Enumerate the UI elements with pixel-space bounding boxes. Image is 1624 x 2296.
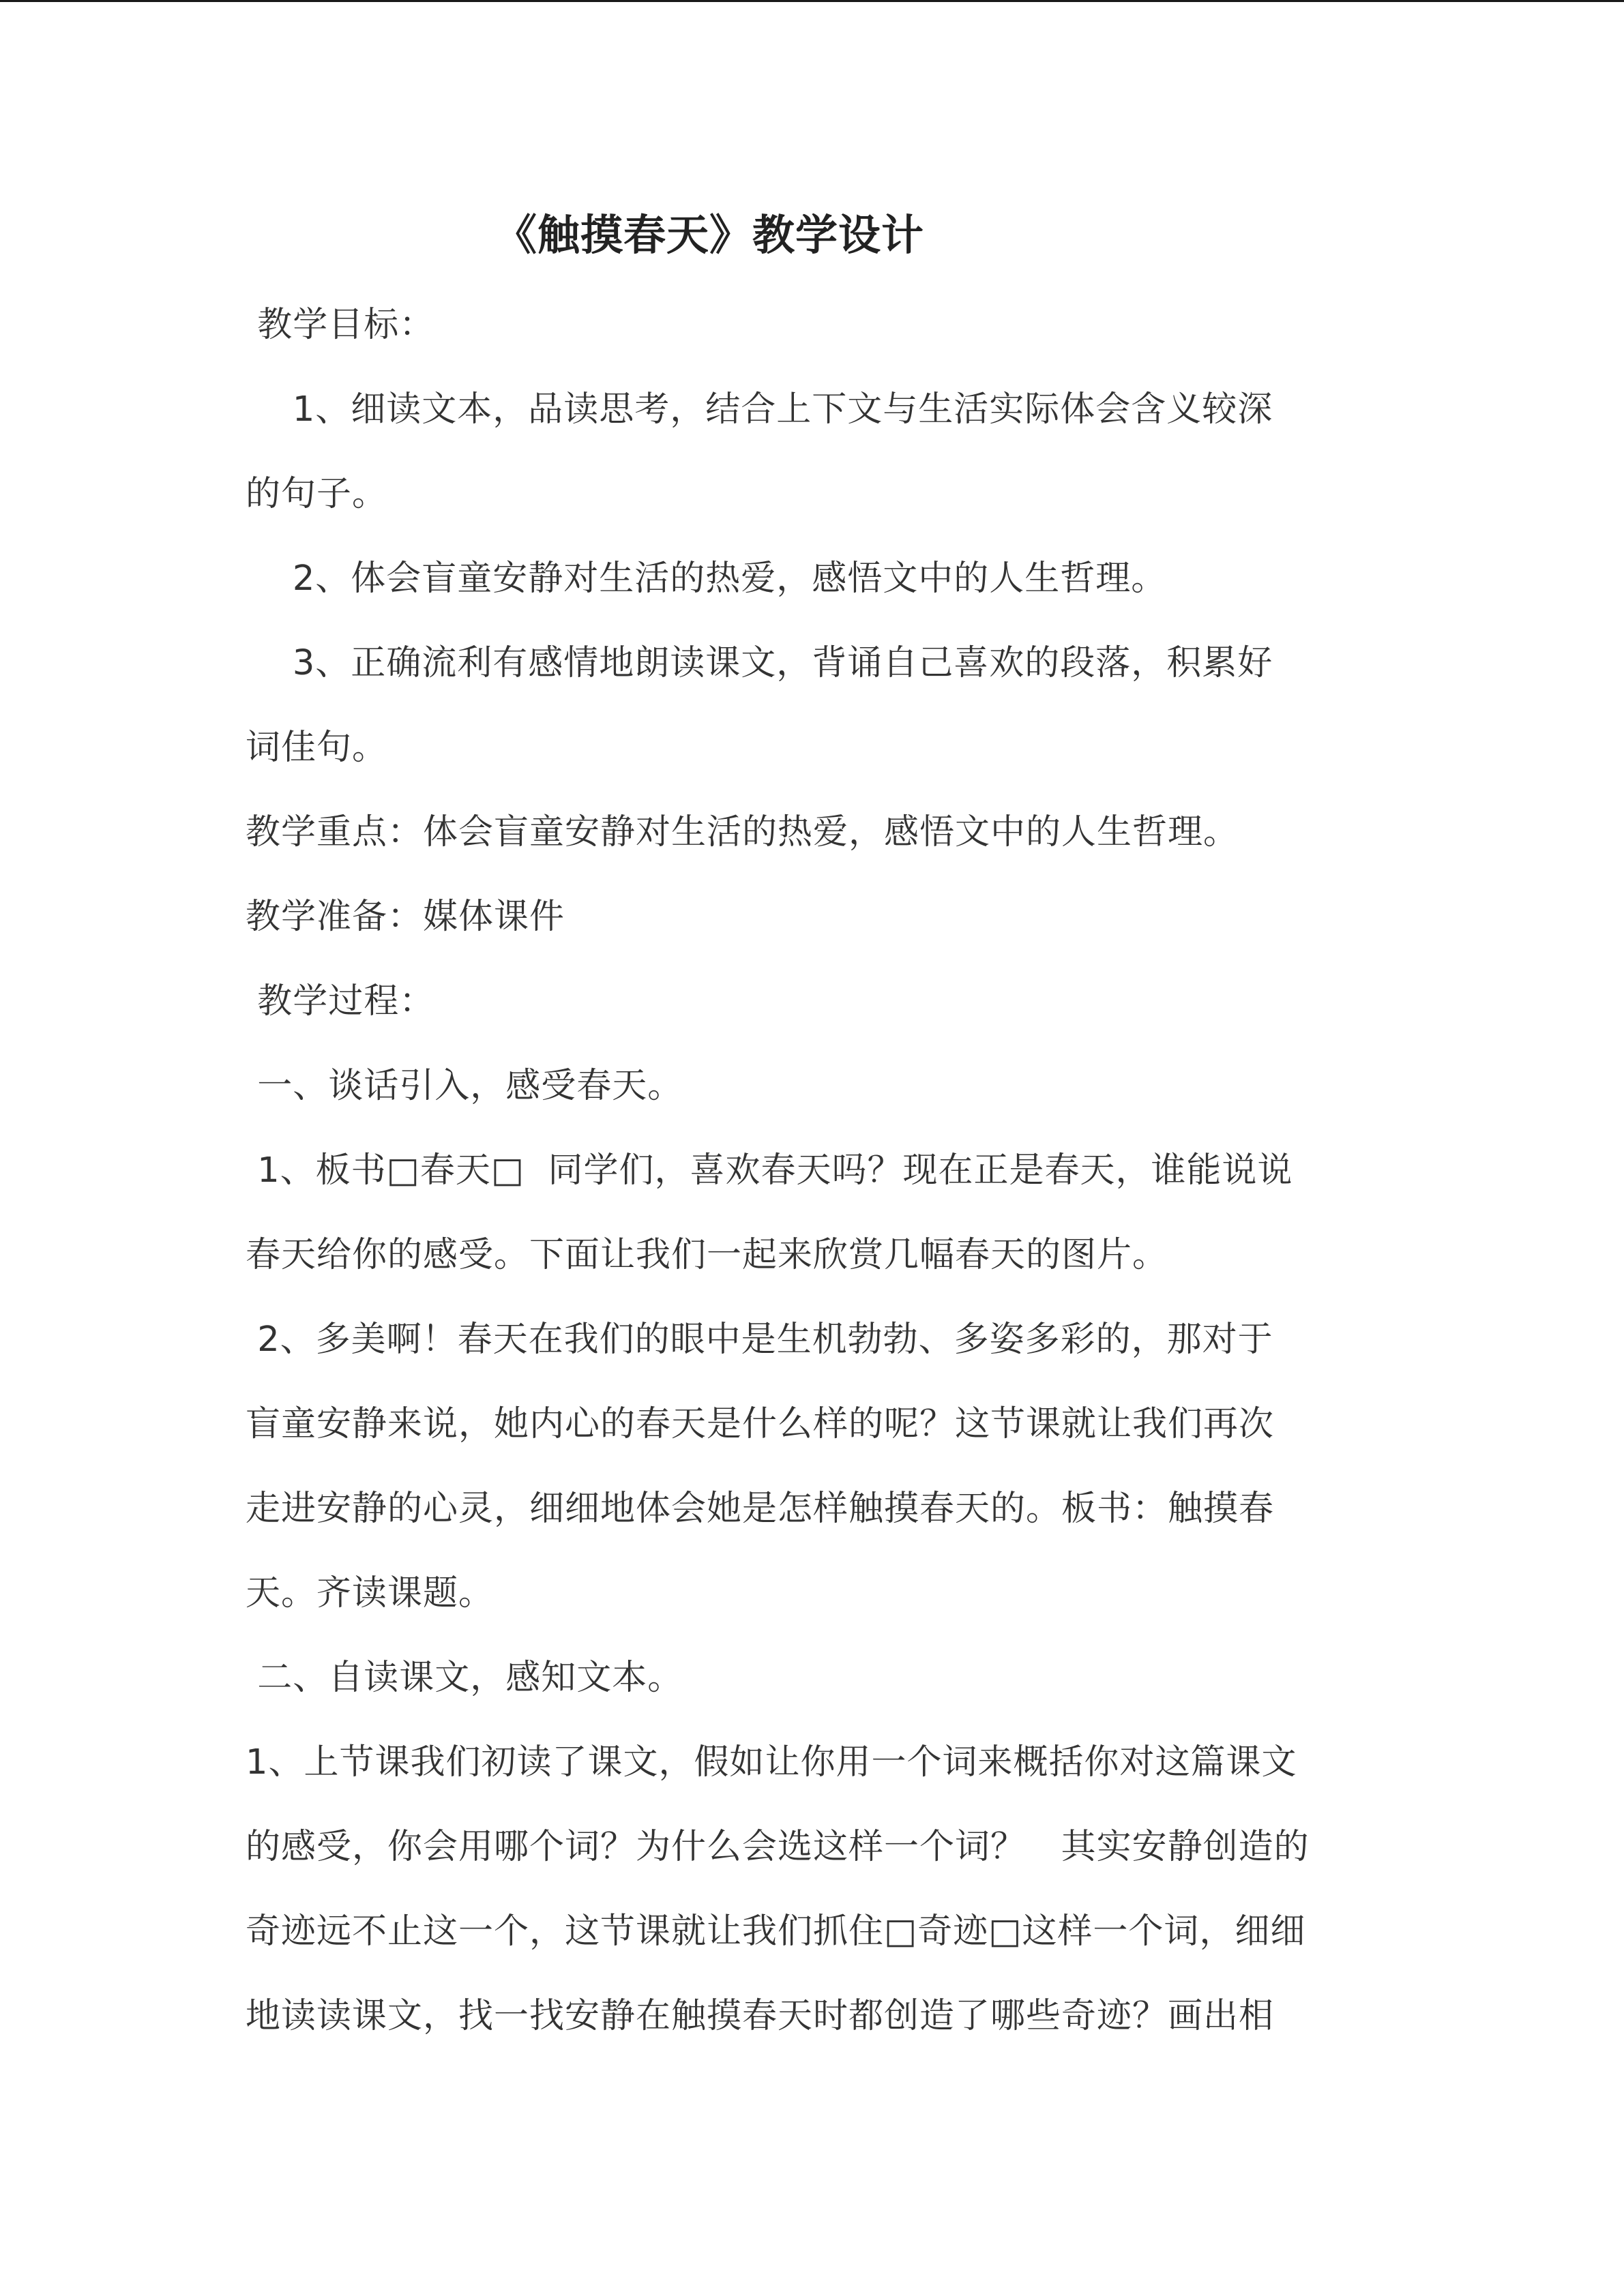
body-line-12: 春天给你的感受。下面让我们一起来欣赏几幅春天的图片。 — [246, 1235, 1168, 1275]
body-line-8: 教学准备：媒体课件 — [246, 897, 565, 937]
body-line-5: 3、正确流利有感情地朗读课文，背诵自己喜欢的段落，积累好 — [246, 643, 1273, 683]
body-line-6: 词佳句。 — [246, 728, 388, 768]
body-line-19: 的感受，你会用哪个词？为什么会选这样一个词？ 其实安静创造的 — [246, 1827, 1310, 1867]
body-line-11: 1、板书□春天□ 同学们，喜欢春天吗？现在正是春天，谁能说说 — [246, 1150, 1293, 1191]
body-line-20: 奇迹远不止这一个，这节课就让我们抓住□奇迹□这样一个词，细细 — [246, 1911, 1306, 1952]
page-top-border — [0, 0, 1624, 2]
body-line-14: 盲童安静来说，她内心的春天是什么样的呢？这节课就让我们再次 — [246, 1404, 1275, 1444]
body-line-7: 教学重点：体会盲童安静对生活的热爱，感悟文中的人生哲理。 — [246, 812, 1239, 852]
body-line-4: 2、体会盲童安静对生活的热爱，感悟文中的人生哲理。 — [246, 558, 1167, 599]
body-line-17: 二、自读课文，感知文本。 — [246, 1658, 683, 1698]
body-line-13: 2、多美啊！春天在我们的眼中是生机勃勃、多姿多彩的，那对于 — [246, 1320, 1273, 1360]
body-line-10: 一、谈话引入，感受春天。 — [246, 1066, 683, 1106]
document-title: 《触摸春天》教学设计 — [494, 210, 925, 260]
body-line-3: 的句子。 — [246, 474, 388, 514]
body-line-15: 走进安静的心灵，细细地体会她是怎样触摸春天的。板书：触摸春 — [246, 1489, 1275, 1529]
body-line-2: 1、细读文本，品读思考，结合上下文与生活实际体会含义较深 — [246, 389, 1273, 430]
body-line-9: 教学过程： — [246, 981, 435, 1022]
body-line-1: 教学目标： — [246, 305, 435, 345]
body-line-21: 地读读课文，找一找安静在触摸春天时都创造了哪些奇迹？画出相 — [246, 1996, 1275, 2036]
body-line-16: 天。齐读课题。 — [246, 1573, 494, 1613]
body-line-18: 1、上节课我们初读了课文，假如让你用一个词来概括你对这篇课文 — [246, 1742, 1297, 1783]
